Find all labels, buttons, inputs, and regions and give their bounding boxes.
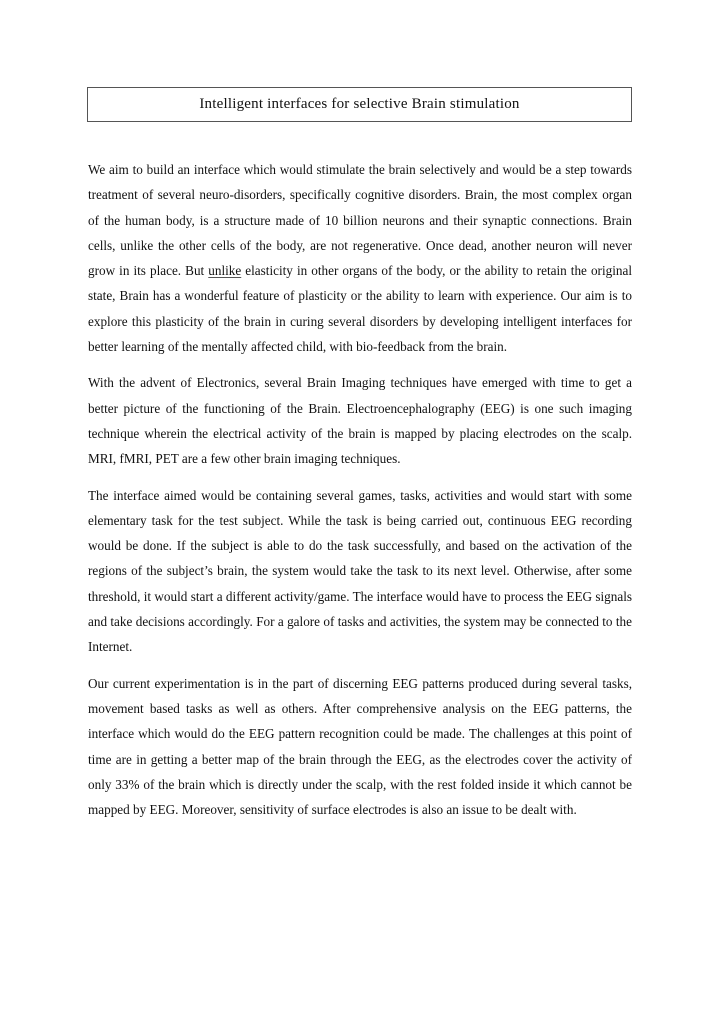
document-title: Intelligent interfaces for selective Brain stimulation (199, 96, 520, 112)
document-body (88, 157, 632, 833)
document-title-box (87, 87, 632, 122)
paragraph-intro (88, 157, 632, 359)
paragraph-experimentation: Our current experimentation is in the part of discerning EEG patterns produced during several tasks, movement based tasks as well as others. After comprehensive analysis on the EEG patterns, the interface which would do the EEG pattern recognition could be made. The challenges at this point of time are in getting a better map of the brain through the EEG, as the electrodes cover the activity of only 33% of the brain which is directly under the scalp, with the rest folded inside it which cannot be mapped by EEG. Moreover, sensitivity of surface electrodes is also an issue to be dealt with. (88, 675, 632, 818)
paragraph-imaging: With the advent of Electronics, several Brain Imaging techniques have emerged with time to get a better picture of the functioning of the Brain. Electroencephalography (EEG) is one such imaging technique wherein the electrical activity of the brain is mapped by placing electrodes on the scalp. MRI, fMRI, PET are a few other brain imaging techniques. (88, 375, 632, 467)
paragraph-interface: The interface aimed would be containing several games, tasks, activities and would start with some elementary task for the test subject. While the task is being carried out, continuous EEG recording would be done. If the subject is able to do the task successfully, and based on the activation of the regions of the subject’s brain, the system would take the task to its next level. Otherwise, after some threshold, it would start a different activity/game. The interface would have to process the EEG signals and take decisions accordingly. For a galore of tasks and activities, the system may be connected to the Internet. (88, 487, 632, 655)
paragraph-intro-text-end: elasticity in other organs of the body, or the ability to retain the original state, Brain has a wonderful feature of plasticity or the ability to learn with experience. Our aim is to explore this plasticity of the brain in curing several disorders by developing intelligent interfaces for better learning of the mentally affected child, with bio-feedback from the brain. (88, 263, 632, 355)
underlined-word: unlike (208, 263, 242, 279)
paragraph-intro-text-start: We aim to build an interface which would stimulate the brain selectively and would be a step towards treatment of several neuro-disorders, specifically cognitive disorders. Brain, the most complex organ of the human body, is a structure made of 10 billion neurons and their synaptic connections. Brain cells, unlike the other cells of the body, are not regenerative. Once dead, another neuron will never grow in its place. But (88, 162, 632, 279)
